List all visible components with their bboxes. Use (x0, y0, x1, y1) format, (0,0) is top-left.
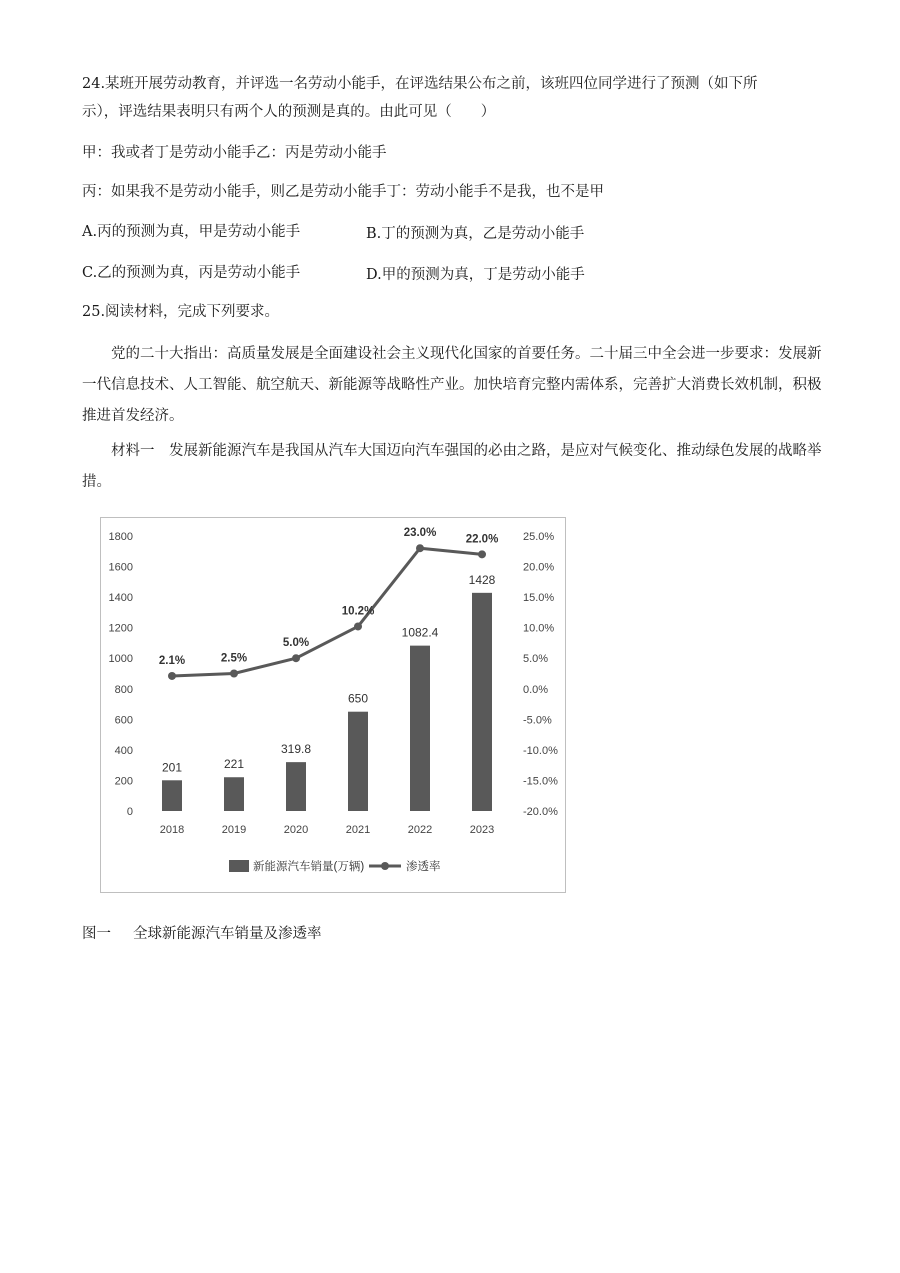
q24-option-d: D.甲的预测为真，丁是劳动小能手 (366, 267, 585, 283)
y-tick-label: 1600 (108, 561, 133, 574)
penetration-point-2021 (354, 622, 362, 630)
q25-stem: 25.阅读材料，完成下列要求。 (82, 304, 280, 320)
penetration-point-2018 (168, 672, 176, 680)
figure-label: 图一 (82, 926, 111, 942)
q25-material1: 材料一 发展新能源汽车是我国从汽车大国迈向汽车强国的必由之路，是应对气候变化、推动绿色发展的战略举措。 (82, 443, 822, 490)
y-tick-label: 1000 (108, 653, 133, 666)
q24-prediction-1: 甲：我或者丁是劳动小能手乙：丙是劳动小能手 (82, 145, 387, 161)
y-tick-label: 600 (114, 714, 133, 727)
bar-2020 (286, 762, 306, 811)
bar-2022 (410, 646, 430, 811)
y-tick-label: 0 (126, 806, 133, 818)
y-tick-label: 200 (114, 775, 133, 788)
bar-value-label: 650 (347, 691, 369, 706)
y2-tick-label: -15.0% (523, 775, 558, 788)
y2-tick-label: 15.0% (523, 592, 555, 605)
bar-value-label: 1082.4 (401, 625, 439, 640)
y-tick-label: 400 (114, 744, 133, 757)
y-tick-label: 1200 (108, 622, 133, 635)
q24-option-c: C.乙的预测为真，丙是劳动小能手 (82, 265, 301, 281)
legend-line-label: 渗透率 (406, 861, 441, 873)
q24-prediction-2: 丙：如果我不是劳动小能手，则乙是劳动小能手丁：劳动小能手不是我，也不是甲 (82, 184, 604, 200)
y2-tick-label: 25.0% (523, 531, 555, 543)
penetration-label: 10.2% (341, 605, 375, 618)
y2-tick-label: 0.0% (523, 683, 549, 696)
bar-value-label: 1428 (468, 572, 496, 587)
x-tick-label: 2018 (159, 824, 185, 836)
legend-line-marker (381, 862, 389, 870)
x-tick-label: 2022 (407, 824, 433, 836)
x-tick-label: 2023 (469, 824, 495, 836)
bar-value-label: 319.8 (280, 742, 312, 757)
penetration-label: 22.0% (465, 533, 499, 546)
q25-intro: 党的二十大指出：高质量发展是全面建设社会主义现代化国家的首要任务。二十届三中全会进一步要求：发展新一代信息技术、人工智能、航空航天、新能源等战略性产业。加快培育完整内需体系，完善扩大消费长效机制，积极推进首发经济。 (82, 346, 822, 424)
bar-2021 (348, 712, 368, 811)
y2-tick-label: -10.0% (523, 744, 558, 757)
x-tick-label: 2021 (345, 824, 371, 836)
bar-2018 (162, 780, 182, 811)
penetration-point-2022 (416, 544, 424, 552)
y-tick-label: 1400 (108, 592, 133, 605)
x-tick-label: 2019 (221, 824, 247, 836)
penetration-point-2020 (292, 654, 300, 662)
penetration-label: 2.5% (220, 652, 248, 665)
penetration-label: 5.0% (282, 637, 310, 650)
penetration-label: 23.0% (403, 527, 437, 540)
bar-2023 (472, 593, 492, 811)
q24-option-a: A.丙的预测为真，甲是劳动小能手 (82, 224, 301, 240)
q24-stem-line2: 示），评选结果表明只有两个人的预测是真的。由此可见（ ） (82, 104, 496, 120)
y2-tick-label: -5.0% (523, 714, 552, 727)
y2-tick-label: 5.0% (523, 653, 549, 666)
bar-value-label: 201 (161, 760, 183, 775)
penetration-label: 2.1% (158, 654, 186, 667)
penetration-point-2023 (478, 550, 486, 558)
sales-penetration-chart (100, 517, 566, 893)
bar-2019 (224, 777, 244, 811)
bar-value-label: 221 (223, 757, 245, 772)
y-tick-label: 800 (114, 683, 133, 696)
y2-tick-label: 20.0% (523, 561, 555, 574)
figure-title: 全球新能源汽车销量及渗透率 (133, 926, 322, 942)
legend-bar-swatch (229, 860, 249, 872)
q24-stem-line1: 24.某班开展劳动教育，并评选一名劳动小能手，在评选结果公布之前，该班四位同学进行了预测（如下所 (82, 76, 758, 92)
x-tick-label: 2020 (283, 824, 309, 836)
y-tick-label: 1800 (108, 531, 133, 543)
y2-tick-label: -20.0% (523, 806, 558, 818)
penetration-line (172, 548, 482, 676)
figure-caption (82, 922, 322, 943)
chart-svg (101, 518, 565, 892)
y2-tick-label: 10.0% (523, 622, 555, 635)
q24-option-b: B.丁的预测为真，乙是劳动小能手 (366, 226, 585, 242)
penetration-point-2019 (230, 670, 238, 678)
legend-bar-label: 新能源汽车销量(万辆) (253, 861, 365, 873)
